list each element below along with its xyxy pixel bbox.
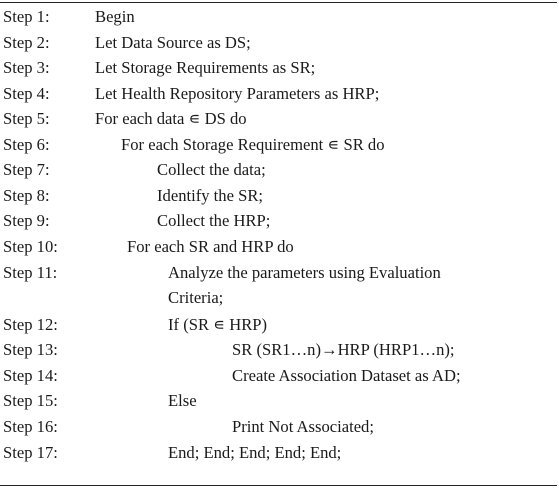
step-text: For each SR and HRP do [127,237,294,256]
step-text: For each Storage Requirement ∊ SR do [121,135,385,154]
top-rule [0,2,557,3]
step-label: Step 7: [3,160,50,179]
step-label: Step 1: [3,7,50,26]
step-label: Step 4: [3,84,50,103]
step-text: Analyze the parameters using Evaluation [168,263,441,282]
step-label: Step 6: [3,135,50,154]
step-label: Step 14: [3,366,58,385]
step-label: Step 3: [3,58,50,77]
step-label: Step 9: [3,211,50,230]
step-text: Let Health Repository Parameters as HRP; [95,84,380,103]
step-label: Step 10: [3,237,58,256]
step-label: Step 2: [3,33,50,52]
step-label: Step 16: [3,417,58,436]
step-text: Let Storage Requirements as SR; [95,58,316,77]
step-text: SR (SR1…n)→HRP (HRP1…n); [232,340,455,359]
step-label: Step 17: [3,443,58,462]
step-label: Step 15: [3,391,58,410]
step-text: Else [168,391,197,410]
step-label: Step 11: [3,263,58,282]
step-label: Step 13: [3,340,58,359]
step-text: Begin [95,7,135,26]
bottom-rule [0,485,557,486]
step-text: Collect the HRP; [157,211,271,230]
step-text: Collect the data; [157,160,266,179]
step-text: Let Data Source as DS; [95,33,251,52]
step-text: Print Not Associated; [232,417,374,436]
step-text: Identify the SR; [157,186,264,205]
step-label: Step 8: [3,186,50,205]
step-text: Create Association Dataset as AD; [232,366,461,385]
step-text: If (SR ∊ HRP) [168,315,268,334]
step-text: End; End; End; End; End; [168,443,342,462]
step-label: Step 12: [3,315,58,334]
step-text: For each data ∊ DS do [95,109,247,128]
step-text-continuation: Criteria; [168,288,224,307]
step-label: Step 5: [3,109,50,128]
